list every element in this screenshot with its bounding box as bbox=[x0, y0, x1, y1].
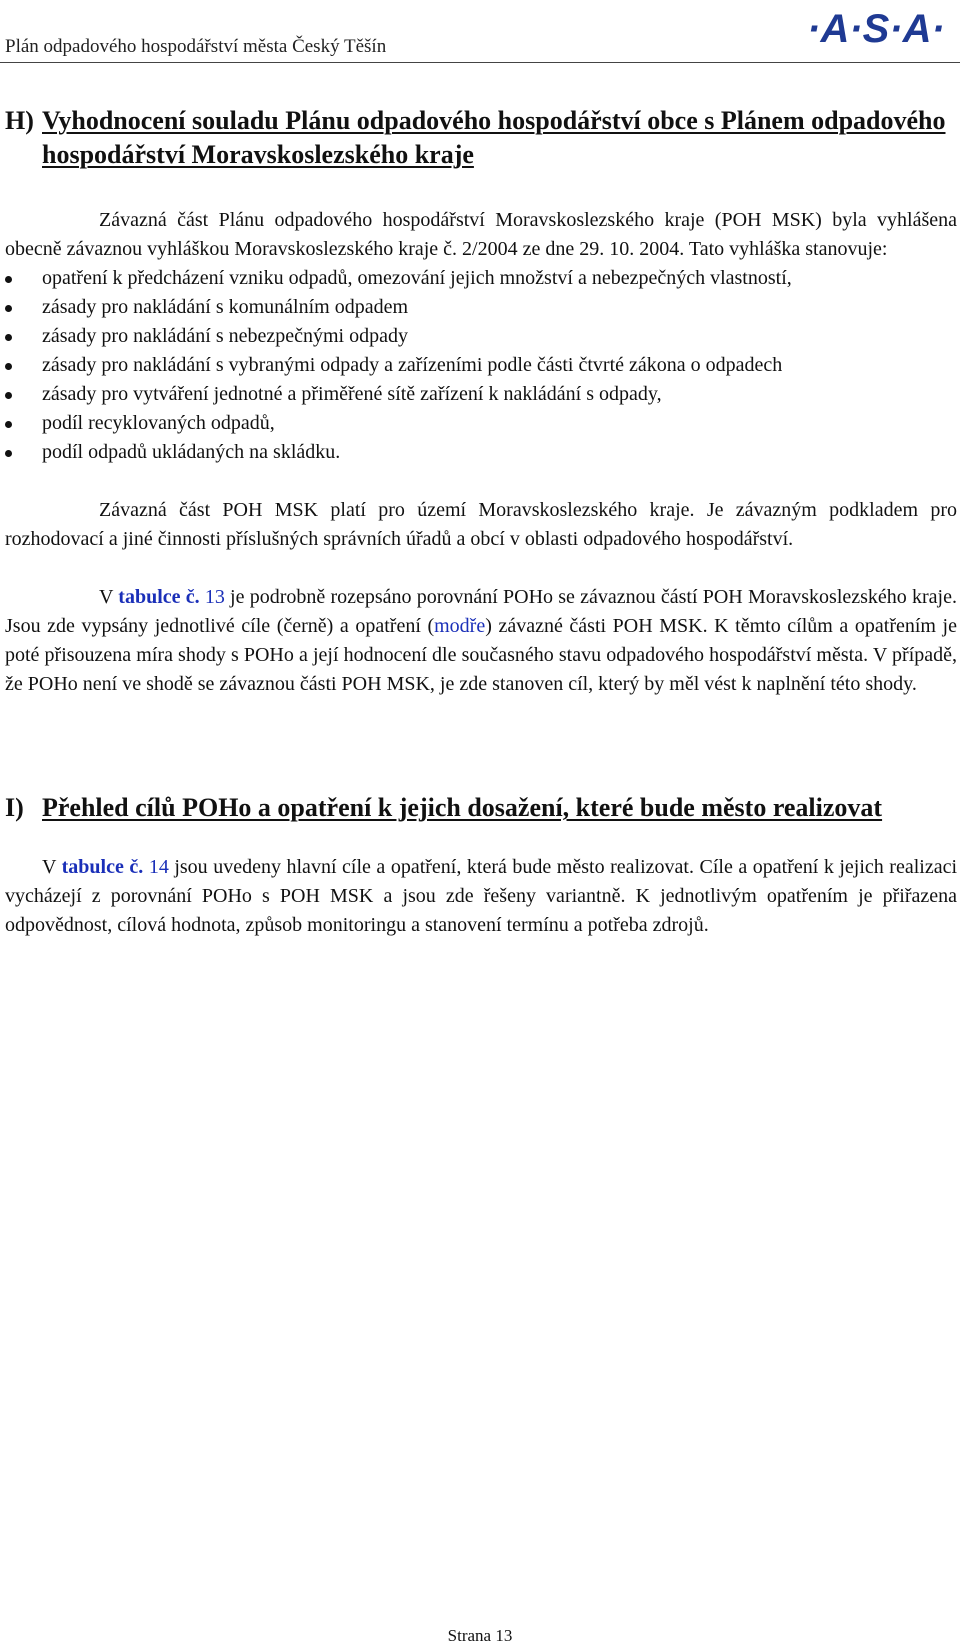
section-h-paragraph-2: Závazná část POH MSK platí pro území Moravskoslezského kraje. Je závazným podkladem pro rozhodovací a jiné činnosti příslušných správních úřadů a obcí v oblasti odpadového hospodářství. bbox=[5, 499, 957, 550]
bullet-dot-icon bbox=[5, 421, 12, 428]
section-h-title: Vyhodnocení souladu Plánu odpadového hospodářství obce s Plánem odpadového hospodářství Moravskoslezského kraje bbox=[42, 106, 946, 169]
bullet-dot-icon bbox=[5, 276, 12, 283]
bullet-dot-icon bbox=[5, 334, 12, 341]
bullet-dot-icon bbox=[5, 450, 12, 457]
section-i-title: Přehled cílů POHo a opatření k jejich dosažení, které bude město realizovat bbox=[42, 793, 883, 822]
bullet-item: zásady pro nakládání s vybranými odpady a zařízeními podle části čtvrté zákona o odpadech bbox=[5, 351, 957, 380]
bullet-dot-icon bbox=[5, 363, 12, 370]
section-h-paragraph-3: V tabulce č. 13 je podrobně rozepsáno porovnání POHo se závaznou částí POH Moravskoslezského kraje. Jsou zde vypsány jednotlivé cíle (černě) a opatření (modře) závazné části POH MSK. K těmto cílům a opatřením je poté přisouzena míra shody s POHo a její hodnocení dle současného stavu odpadového hospodářství města. V případě, že POHo není ve shodě se závaznou části POH MSK, je zde stanoven cíl, který by měl vést k naplnění této shody. bbox=[5, 586, 957, 695]
asa-logo bbox=[796, 4, 956, 56]
section-i-mark: I) bbox=[5, 793, 24, 822]
section-i-heading bbox=[5, 791, 957, 825]
table-13-number-link[interactable]: 13 bbox=[204, 586, 225, 608]
section-h-heading bbox=[5, 104, 957, 172]
blue-word: modře bbox=[434, 615, 486, 637]
page-content bbox=[5, 104, 957, 940]
header-title: Plán odpadového hospodářství města Český Těšín bbox=[5, 36, 387, 57]
section-h-intro: Závazná část Plánu odpadového hospodářství Moravskoslezského kraje (POH MSK) byla vyhlášena obecně závaznou vyhláškou Moravskoslezského kraje č. 2/2004 ze dne 29. 10. 2004. Tato vyhláška stanovuje: bbox=[5, 209, 957, 260]
page-number: Strana 13 bbox=[447, 1626, 513, 1645]
logo-text: ·A·S·A· bbox=[807, 7, 945, 51]
bullet-item: zásady pro nakládání s komunálním odpadem bbox=[5, 293, 957, 322]
bullet-item: zásady pro vytváření jednotné a přiměřené sítě zařízení k nakládání s odpady, bbox=[5, 380, 957, 409]
bullet-dot-icon bbox=[5, 392, 12, 399]
table-14-reference-link[interactable]: tabulce č. bbox=[61, 856, 144, 878]
bullet-item: opatření k předcházení vzniku odpadů, omezování jejich množství a nebezpečných vlastností, bbox=[5, 264, 957, 293]
table-14-number-link[interactable]: 14 bbox=[148, 856, 169, 878]
table-13-reference-link[interactable]: tabulce č. bbox=[118, 586, 200, 608]
page-header bbox=[0, 0, 960, 63]
section-i-paragraph: V tabulce č. 14 jsou uvedeny hlavní cíle a opatření, která bude město realizovat. Cíle a opatření k jejich realizaci vycházejí z porovnání POHo s POH MSK a jsou zde řešeny variantně. K jednotlivým opatřením je přiřazena odpovědnost, cílová hodnota, způsob monitoringu a stanovení termínu a potřeba zdrojů. bbox=[5, 856, 958, 936]
section-h-mark: H) bbox=[5, 106, 34, 135]
bullet-item: podíl recyklovaných odpadů, bbox=[5, 409, 957, 438]
bullet-item: podíl odpadů ukládaných na skládku. bbox=[5, 438, 957, 467]
bullet-item: zásady pro nakládání s nebezpečnými odpady bbox=[5, 322, 957, 351]
bullet-dot-icon bbox=[5, 305, 12, 312]
section-h-bullet-list bbox=[5, 264, 957, 467]
